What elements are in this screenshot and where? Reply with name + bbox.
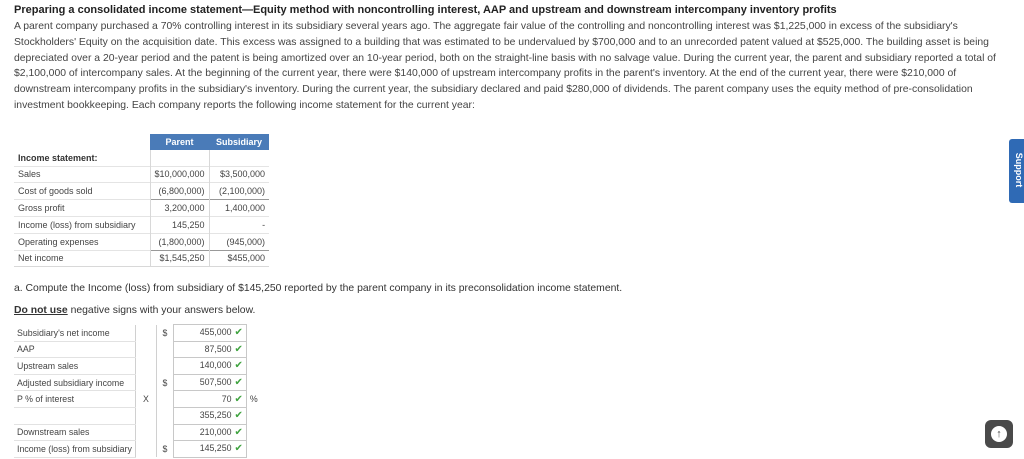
operator [135, 374, 156, 391]
answer-input[interactable] [173, 407, 246, 424]
answer-label: P % of interest [14, 391, 135, 408]
check-icon: ✔ [234, 360, 243, 372]
col-parent: Parent [150, 134, 209, 150]
section-label: Income statement: [18, 152, 98, 163]
answer-value: 87,500 [204, 343, 232, 354]
check-icon: ✔ [234, 410, 243, 422]
currency-symbol: $ [156, 325, 173, 342]
currency-symbol: $ [156, 374, 173, 391]
table-section-row [14, 150, 269, 166]
currency-symbol [156, 424, 173, 441]
table-row [14, 233, 269, 250]
currency-symbol [156, 341, 173, 358]
row-label: Net income [14, 250, 150, 267]
percent-sign [246, 374, 265, 391]
answer-label: Downstream sales [14, 424, 135, 441]
percent-sign [246, 441, 265, 458]
row-label: Operating expenses [14, 233, 150, 250]
answer-row [14, 325, 265, 342]
percent-sign [246, 341, 265, 358]
check-icon: ✔ [234, 443, 243, 455]
answer-value: 507,500 [199, 377, 232, 388]
answer-row [14, 407, 265, 424]
col-subsidiary: Subsidiary [209, 134, 269, 150]
check-icon: ✔ [234, 393, 243, 405]
row-label: Cost of goods sold [14, 183, 150, 200]
operator [135, 325, 156, 342]
answer-value: 455,000 [199, 327, 232, 338]
row-label: Gross profit [14, 200, 150, 217]
answer-row [14, 358, 265, 375]
currency-symbol: $ [156, 441, 173, 458]
table-row [14, 183, 269, 200]
answer-input[interactable] [173, 358, 246, 375]
table-header-row [14, 134, 269, 150]
answer-row [14, 424, 265, 441]
subsidiary-value: $3,500,000 [209, 166, 269, 183]
answer-label: AAP [14, 341, 135, 358]
answer-label: Income (loss) from subsidiary [14, 441, 135, 458]
parent-value: $10,000,000 [150, 166, 209, 183]
answer-input[interactable] [173, 325, 246, 342]
answer-table [14, 324, 265, 458]
problem-title: Preparing a consolidated income statement—Equity method with noncontrolling interest, AAP and upstream and downstream intercompany inventory profits [14, 4, 837, 16]
answer-row [14, 341, 265, 358]
check-icon: ✔ [234, 343, 243, 355]
answer-value: 210,000 [199, 426, 232, 437]
percent-sign: % [249, 394, 258, 405]
question-a: a. Compute the Income (loss) from subsidiary of $145,250 reported by the parent company in its preconsolidation income statement. [14, 283, 623, 294]
answer-input[interactable] [173, 391, 246, 408]
answer-row [14, 391, 265, 408]
operator [135, 358, 156, 375]
parent-value: (1,800,000) [150, 233, 209, 250]
currency-symbol [156, 407, 173, 424]
operator [135, 424, 156, 441]
answer-label [14, 407, 135, 424]
operator [135, 341, 156, 358]
currency-symbol [156, 358, 173, 375]
instruction-emphasis: Do not use [14, 305, 68, 316]
answer-input[interactable] [173, 374, 246, 391]
answer-label: Adjusted subsidiary income [14, 374, 135, 391]
table-row [14, 216, 269, 233]
subsidiary-value: - [209, 216, 269, 233]
instruction-rest: negative signs with your answers below. [67, 305, 256, 316]
operator: X [135, 391, 156, 408]
table-row [14, 166, 269, 183]
table-row [14, 250, 269, 267]
parent-value: 145,250 [150, 216, 209, 233]
table-row [14, 200, 269, 217]
arrow-up-icon: ↑ [991, 426, 1007, 442]
support-label: Support [1014, 152, 1024, 188]
parent-value: (6,800,000) [150, 183, 209, 200]
answer-value: 140,000 [199, 360, 232, 371]
answer-value: 355,250 [199, 410, 232, 421]
row-label: Income (loss) from subsidiary [14, 216, 150, 233]
subsidiary-value: 1,400,000 [209, 200, 269, 217]
subsidiary-value: (945,000) [209, 233, 269, 250]
support-tab[interactable] [1009, 139, 1024, 203]
parent-value: $1,545,250 [150, 250, 209, 267]
answer-label: Upstream sales [14, 358, 135, 375]
percent-sign [246, 325, 265, 342]
answer-input[interactable] [173, 341, 246, 358]
row-label: Sales [14, 166, 150, 183]
check-icon: ✔ [234, 327, 243, 339]
percent-sign [246, 424, 265, 441]
answer-input[interactable] [173, 441, 246, 458]
income-statement-table [14, 134, 269, 267]
percent-sign [246, 358, 265, 375]
scroll-to-top-button[interactable] [985, 420, 1013, 448]
parent-value: 3,200,000 [150, 200, 209, 217]
operator [135, 407, 156, 424]
operator [135, 441, 156, 458]
percent-sign [246, 407, 265, 424]
check-icon: ✔ [234, 426, 243, 438]
instruction-text [14, 305, 255, 316]
answer-row [14, 374, 265, 391]
currency-symbol [156, 391, 173, 408]
subsidiary-value: (2,100,000) [209, 183, 269, 200]
answer-value: 145,250 [199, 443, 232, 454]
problem-text: A parent company purchased a 70% controlling interest in its subsidiary several years ago. The aggregate fair value of the controlling and noncontrolling interest was $1,225,000 in excess of the subsidiary's Stockholders' Equity on the acquisition date. This excess was assigned to a building that was estimated to be undervalued by $700,000 and to an unrecorded patent valued at $525,000. The building asset is being depreciated over a 20-year period and the patent is being amortized over an 10-year period, both on the straight-line basis with no salvage value. During the current year, the parent and subsidiary reported a total of $2,100,000 of intercompany sales. At the beginning of the current year, there were $140,000 of upstream intercompany profits in the parent's inventory. At the end of the current year, there were $210,000 of downstream intercompany profits in the subsidiary's inventory. During the current year, the subsidiary declared and paid $280,000 of dividends. The parent company uses the equity method of pre-consolidation investment bookkeeping. Each company reports the following income statement for the current year: [14, 21, 996, 111]
answer-input[interactable] [173, 424, 246, 441]
answer-row [14, 441, 265, 458]
subsidiary-value: $455,000 [209, 250, 269, 267]
check-icon: ✔ [234, 377, 243, 389]
answer-value: 70 [221, 393, 232, 404]
answer-label: Subsidiary's net income [14, 325, 135, 342]
